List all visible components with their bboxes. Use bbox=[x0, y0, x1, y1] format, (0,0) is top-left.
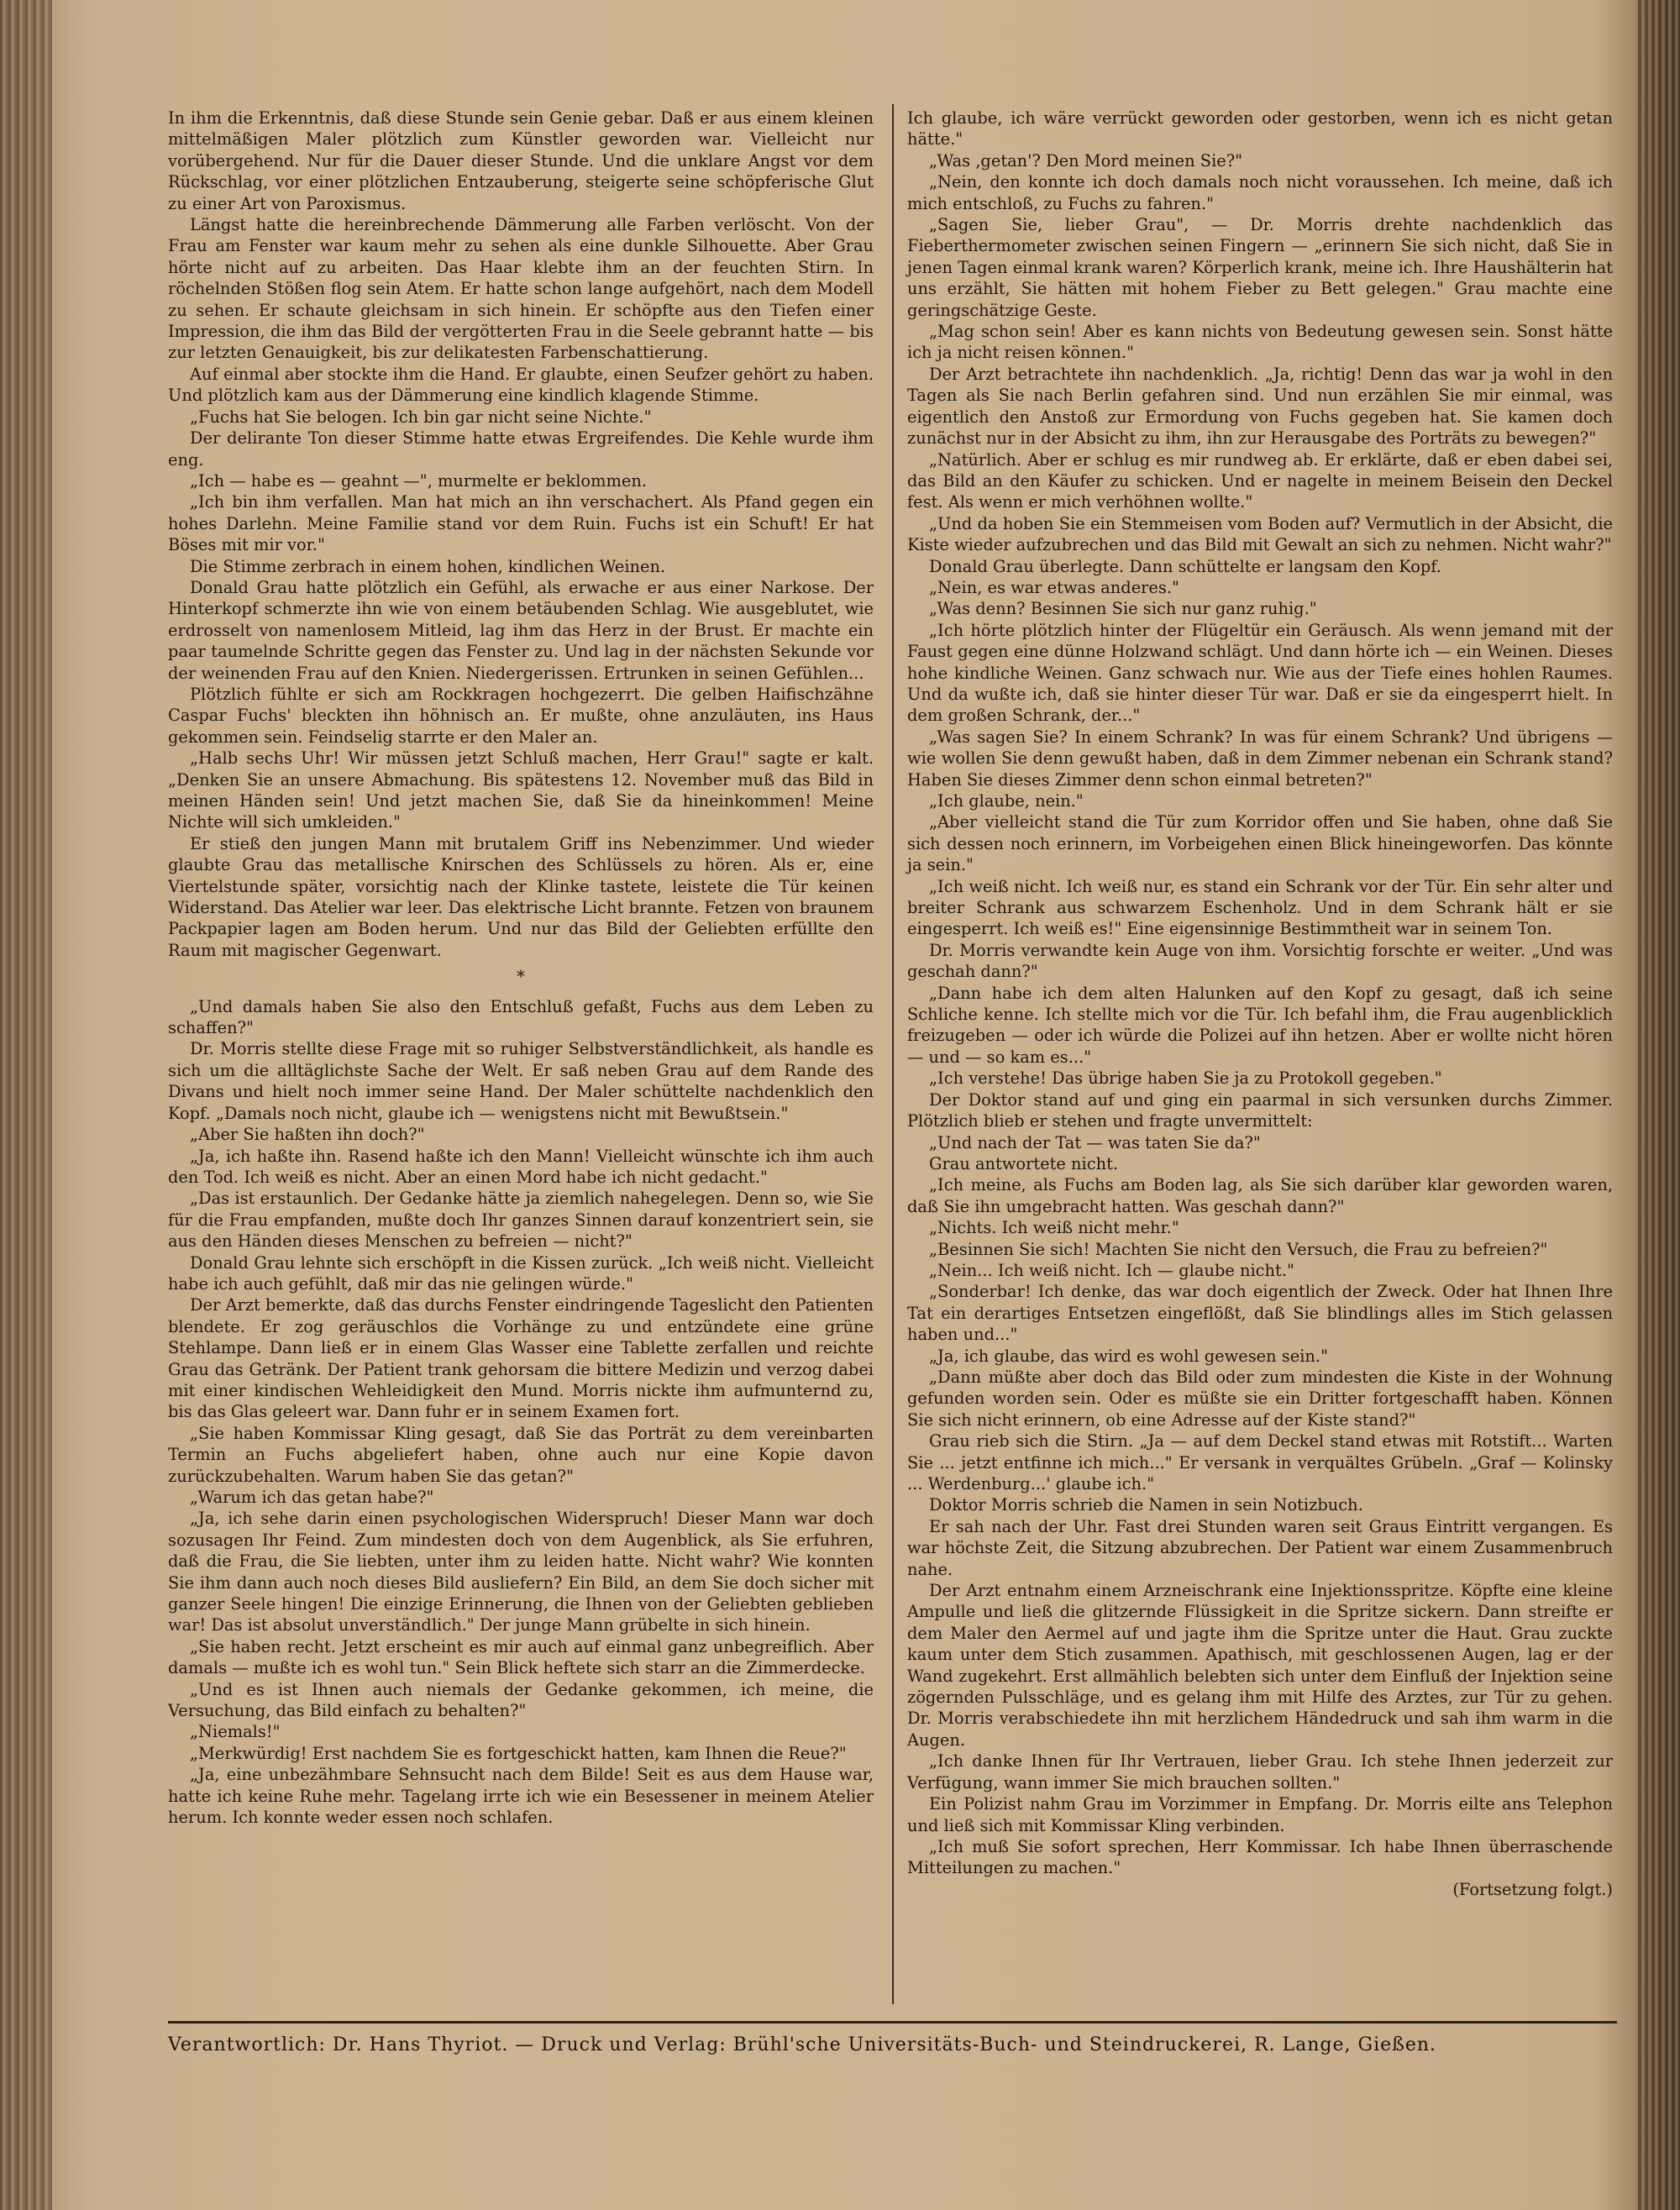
paragraph: „Warum ich das getan habe?" bbox=[190, 1488, 434, 1507]
paragraph: Donald Grau lehnte sich erschöpft in die Kissen zurück. „Ich weiß nicht. Vielleicht habe ich auch gefühlt, daß mir das nie gelingen würde." bbox=[168, 1252, 874, 1294]
paragraph: „Niemals!" bbox=[190, 1722, 281, 1742]
section-separator: * bbox=[517, 967, 525, 987]
paragraph: „Ja, ich haßte ihn. Rasend haßte ich den Mann! Vielleicht wünschte ich ihm auch den Tod. Ich weiß es nicht. Aber an einen Mord habe ich nicht gedacht." bbox=[168, 1146, 874, 1187]
paragraph: Der delirante Ton dieser Stimme hatte etwas Ergreifendes. Die Kehle wurde ihm eng. bbox=[168, 428, 874, 470]
paragraph: „Ja, eine unbezähmbare Sehnsucht nach dem Bilde! Seit es aus dem Hause war, hatte ich keine Ruhe mehr. Tagelang irrte ich wie ein Besessener in meinem Atelier herum. Ich konnte weder essen noch schlafen. bbox=[168, 1765, 874, 1828]
paragraph: „Ich verstehe! Das übrige haben Sie ja zu Protokoll gegeben." bbox=[929, 1068, 1442, 1089]
paragraph: „Dann müßte aber doch das Bild oder zum mindesten die Kiste in der Wohnung gefunden worden sein. Oder es müßte sie ein Dritter fortgeschafft haben. Können Sie sich nicht erinnern, ob eine Adresse auf der Kiste stand?" bbox=[907, 1367, 1613, 1430]
paragraph: „Ich meine, als Fuchs am Boden lag, als Sie sich darüber klar geworden waren, daß Sie ihn umgebracht hatten. Was geschah dann?" bbox=[907, 1175, 1613, 1216]
paragraph: „Dann habe ich dem alten Halunken auf den Kopf zu gesagt, daß ich seine Schliche kenne. Ich stellte mich vor die Tür. Ich befahl ihm, die Frau augenblicklich freizugeben — oder ich würde die Polizei auf ihn hetzen. Aber er wollte nicht hören — und — so kam es..." bbox=[907, 983, 1613, 1067]
paragraph: „Natürlich. Aber er schlug es mir rundweg ab. Er erklärte, daß er eben dabei sei, das Bild an den Käufer zu schicken. Und er nagelte in meinem Beisein den Deckel fest. Als wenn er mich verhöhnen wollte." bbox=[907, 449, 1613, 512]
paragraph: Die Stimme zerbrach in einem hohen, kindlichen Weinen. bbox=[190, 556, 666, 576]
newspaper-page bbox=[168, 92, 1617, 2108]
paragraph: „Ja, ich sehe darin einen psychologischen Widerspruch! Dieser Mann war doch sozusagen Ihr Feind. Zum mindesten doch von dem Augenblick, als Sie erfuhren, daß die Frau, die Sie liebten, unter ihm zu leiden hatte. Nicht wahr? Wie konnten Sie ihm dann auch noch dieses Bild ausliefern? Ein Bild, an dem Sie doch sicher mit ganzer Seele hingen! Die einzige Erinnerung, die Ihnen von der Geliebten geblieben war! Das ist absolut unverständlich." Der junge Mann grübelte in sich hinein. bbox=[168, 1509, 874, 1635]
paragraph: Grau antwortete nicht. bbox=[929, 1153, 1119, 1173]
paragraph: „Und nach der Tat — was taten Sie da?" bbox=[929, 1132, 1261, 1152]
paragraph: Ein Polizist nahm Grau im Vorzimmer in Empfang. Dr. Morris eilte ans Telephon und ließ sich mit Kommissar Kling verbinden. bbox=[907, 1794, 1613, 1835]
paragraph: Der Doktor stand auf und ging ein paarmal in sich versunken durchs Zimmer. Plötzlich blieb er stehen und fragte unvermittelt: bbox=[907, 1089, 1613, 1131]
paragraph: „Ich weiß nicht. Ich weiß nur, es stand ein Schrank vor der Tür. Ein sehr alter und breiter Schrank aus schwarzem Eschenholz. Und in dem Schrank hält er sie eingesperrt. Ich weiß es!" Eine eigensinnige Bestimmtheit war in seinem Ton. bbox=[907, 876, 1613, 939]
paragraph: „Nein, es war etwas anderes." bbox=[929, 577, 1179, 597]
page-stack-edge bbox=[1638, 0, 1680, 2210]
paragraph: Grau rieb sich die Stirn. „Ja — auf dem Deckel stand etwas mit Rotstift... Warten Sie ... jetzt entfinne ich mich..." Er versank in verquältes Grübeln. „Graf — Kolinsky ... Werdenburg...' glaube ich." bbox=[907, 1431, 1613, 1493]
paragraph: „Mag schon sein! Aber es kann nichts von Bedeutung gewesen sein. Sonst hätte ich ja nicht reisen können." bbox=[907, 322, 1613, 363]
paragraph: Donald Grau hatte plötzlich ein Gefühl, als erwache er aus einer Narkose. Der Hinterkopf schmerzte ihn wie von einem betäubenden Schlag. Wie ausgeblutet, wie erdrosselt von namenlosem Mitleid, lag ihm das Herz in der Brust. Er machte ein paar taumelnde Schritte gegen das Fenster zu. Und lag in der nächsten Sekunde vor der weinenden Frau auf den Knien. Niedergerissen. Ertrunken in seinen Gefühlen... bbox=[168, 577, 874, 683]
paragraph: „Ich glaube, nein." bbox=[929, 791, 1084, 811]
paragraph: „Was sagen Sie? In einem Schrank? In was für einem Schrank? Und übrigens — wie wollen Sie denn gewußt haben, daß in dem Zimmer nebenan ein Schrank stand? Haben Sie dieses Zimmer denn schon einmal betreten?" bbox=[907, 727, 1613, 790]
imprint-footer: Verantwortlich: Dr. Hans Thyriot. — Druck und Verlag: Brühl'sche Universitäts-Buch- und Steindruckerei, R. Lange, Gießen. bbox=[168, 2034, 1437, 2055]
column-divider bbox=[892, 104, 894, 2004]
paragraph: „Ich hörte plötzlich hinter der Flügeltür ein Geräusch. Als wenn jemand mit der Faust gegen eine dünne Holzwand schlägt. Und dann hörte ich — ein Weinen. Dieses hohe kindliche Weinen. Ganz schwach nur. Wie aus der Tiefe eines hohlen Raumes. Und da wußte ich, daß sie hinter dieser Tür war. Daß er sie da eingesperrt hielt. In dem großen Schrank, der..." bbox=[907, 620, 1613, 726]
paragraph: „Und damals haben Sie also den Entschluß gefaßt, Fuchs aus dem Leben zu schaffen?" bbox=[168, 996, 874, 1038]
paragraph: „Aber vielleicht stand die Tür zum Korridor offen und Sie haben, ohne daß Sie sich dessen noch erinnern, im Vorbeigehen einen Blick hineingeworfen. Das könnte ja sein." bbox=[907, 812, 1613, 875]
paragraph: „Sonderbar! Ich denke, das war doch eigentlich der Zweck. Oder hat Ihnen Ihre Tat ein derartiges Entsetzen eingeflößt, daß Sie blindlings alles im Stich gelassen haben und..." bbox=[907, 1282, 1613, 1345]
continuation-note: (Fortsetzung folgt.) bbox=[1452, 1879, 1613, 1899]
paragraph: Plötzlich fühlte er sich am Rockkragen hochgezerrt. Die gelben Haifischzähne Caspar Fuchs' bleckten ihn höhnisch an. Er mußte, ohne anzuläuten, ins Haus gekommen sein. Feindselig starrte er den Maler an. bbox=[168, 684, 874, 747]
paragraph: „Ich — habe es — geahnt —", murmelte er beklommen. bbox=[190, 470, 647, 491]
paragraph: „Merkwürdig! Erst nachdem Sie es fortgeschickt hatten, kam Ihnen die Reue?" bbox=[190, 1743, 847, 1763]
paragraph: „Sie haben recht. Jetzt erscheint es mir auch auf einmal ganz unbegreiflich. Aber damals — mußte ich es wohl tun." Sein Blick heftete sich starr an die Zimmerdecke. bbox=[168, 1636, 874, 1678]
paragraph: Dr. Morris stellte diese Frage mit so ruhiger Selbstverständlichkeit, als handle es sich um die alltäglichste Sache der Welt. Er saß neben Grau auf dem Rande des Divans und hielt noch immer seine Hand. Der Maler schüttelte nachdenklich den Kopf. „Damals noch nicht, glaube ich — wenigstens nicht mit Bewußtsein." bbox=[168, 1039, 874, 1123]
paragraph: „Was ‚getan'? Den Mord meinen Sie?" bbox=[929, 150, 1243, 171]
paragraph: Er sah nach der Uhr. Fast drei Stunden waren seit Graus Eintritt vergangen. Es war höchste Zeit, die Sitzung abzubrechen. Der Patient war einem Zusammenbruch nahe. bbox=[907, 1516, 1613, 1579]
paragraph: In ihm die Erkenntnis, daß diese Stunde sein Genie gebar. Daß er aus einem kleinen mittelmäßigen Maler plötzlich zum Künstler geworden war. Vielleicht nur vorübergehend. Nur für die Dauer dieser Stunde. Und die unklare Angst vor dem Rückschlag, vor einer plötzlichen Entzauberung, steigerte seine schöpferische Glut zu einer Art von Paroxismus. bbox=[168, 108, 874, 213]
paragraph: „Ich danke Ihnen für Ihr Vertrauen, lieber Grau. Ich stehe Ihnen jederzeit zur Verfügung, wann immer Sie mich brauchen sollten." bbox=[907, 1751, 1613, 1793]
paragraph: Doktor Morris schrieb die Namen in sein Notizbuch. bbox=[929, 1495, 1363, 1515]
paragraph: „Ich muß Sie sofort sprechen, Herr Kommissar. Ich habe Ihnen überraschende Mitteilungen zu machen." bbox=[907, 1836, 1613, 1878]
book-binding-edge bbox=[0, 0, 52, 2210]
paragraph: Dr. Morris verwandte kein Auge von ihm. Vorsichtig forschte er weiter. „Und was geschah dann?" bbox=[907, 940, 1613, 982]
paragraph: „Und es ist Ihnen auch niemals der Gedanke gekommen, ich meine, die Versuchung, das Bild einfach zu behalten?" bbox=[168, 1679, 874, 1721]
paragraph: „Sagen Sie, lieber Grau", — Dr. Morris drehte nachdenklich das Fieberthermometer zwischen seinen Fingern — „erinnern Sie sich nicht, daß Sie in jenen Tagen einmal krank waren? Körperlich krank, meine ich. Ihre Haushälterin hat uns erzählt, Sie hätten mit hohem Fieber zu Bett gelegen." Grau machte eine geringschätzige Geste. bbox=[907, 215, 1613, 320]
paragraph: Der Arzt bemerkte, daß das durchs Fenster eindringende Tageslicht den Patienten blendete. Er zog geräuschlos die Vorhänge zu und entzündete eine grüne Stehlampe. Dann ließ er in einem Glas Wasser eine Tablette zerfallen und reichte Grau das Getränk. Der Patient trank gehorsam die bittere Medizin und verzog dabei mit einer kindischen Wehleidigkeit den Mund. Morris nickte ihm aufmunternd zu, bis das Glas geleert war. Dann fuhr er in seinem Examen fort. bbox=[168, 1295, 874, 1422]
left-text-column bbox=[168, 108, 874, 1829]
paragraph: „Fuchs hat Sie belogen. Ich bin gar nicht seine Nichte." bbox=[190, 407, 652, 427]
paragraph: „Das ist erstaunlich. Der Gedanke hätte ja ziemlich nahegelegen. Denn so, wie Sie für die Frau empfanden, mußte doch Ihr ganzes Sinnen darauf konzentriert sein, sie aus den Händen dieses Menschen zu befreien — nicht?" bbox=[168, 1189, 874, 1252]
paragraph: Der Arzt entnahm einem Arzneischrank eine Injektionsspritze. Köpfte eine kleine Ampulle und ließ die glitzernde Flüssigkeit in die Spritze sickern. Dann streifte er dem Maler den Aermel auf und jagte ihm die Spritze unter die Haut. Grau zuckte kaum unter dem Stich zusammen. Apathisch, mit geschlossenen Augen, lag er der Wand zugekehrt. Erst allmählich belebten sich unter dem Einfluß der Injektion seine zögernden Pulsschläge, und es gelang ihm mit Hilfe des Arztes, zur Tür zu gehen. Dr. Morris verabschiedete ihn mit herzlichem Händedruck und sah ihm warm in die Augen. bbox=[907, 1581, 1613, 1750]
paragraph: „Nein, den konnte ich doch damals noch nicht voraussehen. Ich meine, daß ich mich entschloß, zu Fuchs zu fahren." bbox=[907, 172, 1613, 213]
paragraph: „Nichts. Ich weiß nicht mehr." bbox=[929, 1218, 1179, 1238]
paragraph: Der Arzt betrachtete ihn nachdenklich. „Ja, richtig! Denn das war ja wohl in den Tagen als Sie nach Berlin gefahren sind. Und nun erzählen Sie mir einmal, was eigentlich den Anstoß zur Ermordung von Fuchs gegeben hat. Sie kamen doch zunächst nur in der Absicht zu ihm, ihn zur Herausgabe des Porträts zu bewegen?" bbox=[907, 364, 1613, 449]
paragraph: „Was denn? Besinnen Sie sich nur ganz ruhig." bbox=[929, 599, 1317, 619]
paragraph: Längst hatte die hereinbrechende Dämmerung alle Farben verlöscht. Von der Frau am Fenster war kaum mehr zu sehen als eine dunkle Silhouette. Aber Grau hörte nicht auf zu arbeiten. Das Haar klebte ihm an der feuchten Stirn. In röchelnden Stößen flog sein Atem. Er hatte schon lange aufgehört, nach dem Modell zu sehen. Er schaute gleichsam in sich hinein. Er schöpfte aus den Tiefen einer Impression, die ihm das Bild der vergötterten Frau in die Seele gebrannt hatte — bis zur letzten Genauigkeit, bis zur delikatesten Farbenschattierung. bbox=[168, 215, 874, 363]
footer-rule bbox=[168, 2021, 1617, 2024]
paragraph: „Nein... Ich weiß nicht. Ich — glaube nicht." bbox=[929, 1260, 1294, 1280]
paragraph: Ich glaube, ich wäre verrückt geworden oder gestorben, wenn ich es nicht getan hätte." bbox=[907, 108, 1613, 150]
paragraph: Auf einmal aber stockte ihm die Hand. Er glaubte, einen Seufzer gehört zu haben. Und plötzlich kam aus der Dämmerung eine kindlich klagende Stimme. bbox=[168, 364, 874, 406]
paragraph: „Sie haben Kommissar Kling gesagt, daß Sie das Porträt zu dem vereinbarten Termin an Fuchs abgeliefert haben, ohne auch nur eine Kopie davon zurückzubehalten. Warum haben Sie das getan?" bbox=[168, 1423, 874, 1486]
paragraph: Er stieß den jungen Mann mit brutalem Griff ins Nebenzimmer. Und wieder glaubte Grau das metallische Knirschen des Schlüssels zu hören. Als er, eine Viertelstunde später, vorsichtig nach der Klinke tastete, leistete die Tür keinen Widerstand. Das Atelier war leer. Das elektrische Licht brannte. Fetzen von braunem Packpapier lagen am Boden herum. Und nur das Bild der Geliebten erfüllte den Raum mit magischer Gegenwart. bbox=[168, 833, 874, 960]
paragraph: „Besinnen Sie sich! Machten Sie nicht den Versuch, die Frau zu befreien?" bbox=[929, 1239, 1548, 1259]
right-text-column bbox=[907, 108, 1613, 1900]
paragraph: „Halb sechs Uhr! Wir müssen jetzt Schluß machen, Herr Grau!" sagte er kalt. „Denken Sie an unsere Abmachung. Bis spätestens 12. November muß das Bild in meinen Händen sein! Und jetzt machen Sie, daß Sie da hineinkommen! Meine Nichte will sich umkleiden." bbox=[168, 748, 874, 832]
paragraph: „Und da hoben Sie ein Stemmeisen vom Boden auf? Vermutlich in der Absicht, die Kiste wieder aufzubrechen und das Bild mit Gewalt an sich zu nehmen. Nicht wahr?" bbox=[907, 513, 1613, 555]
paragraph: „Aber Sie haßten ihn doch?" bbox=[190, 1125, 425, 1145]
paragraph: Donald Grau überlegte. Dann schüttelte er langsam den Kopf. bbox=[929, 556, 1441, 576]
paragraph: „Ja, ich glaube, das wird es wohl gewesen sein." bbox=[929, 1346, 1328, 1366]
paragraph: „Ich bin ihm verfallen. Man hat mich an ihn verschachert. Als Pfand gegen ein hohes Darlehn. Meine Familie stand vor dem Ruin. Fuchs ist ein Schuft! Er hat Böses mit mir vor." bbox=[168, 492, 874, 555]
